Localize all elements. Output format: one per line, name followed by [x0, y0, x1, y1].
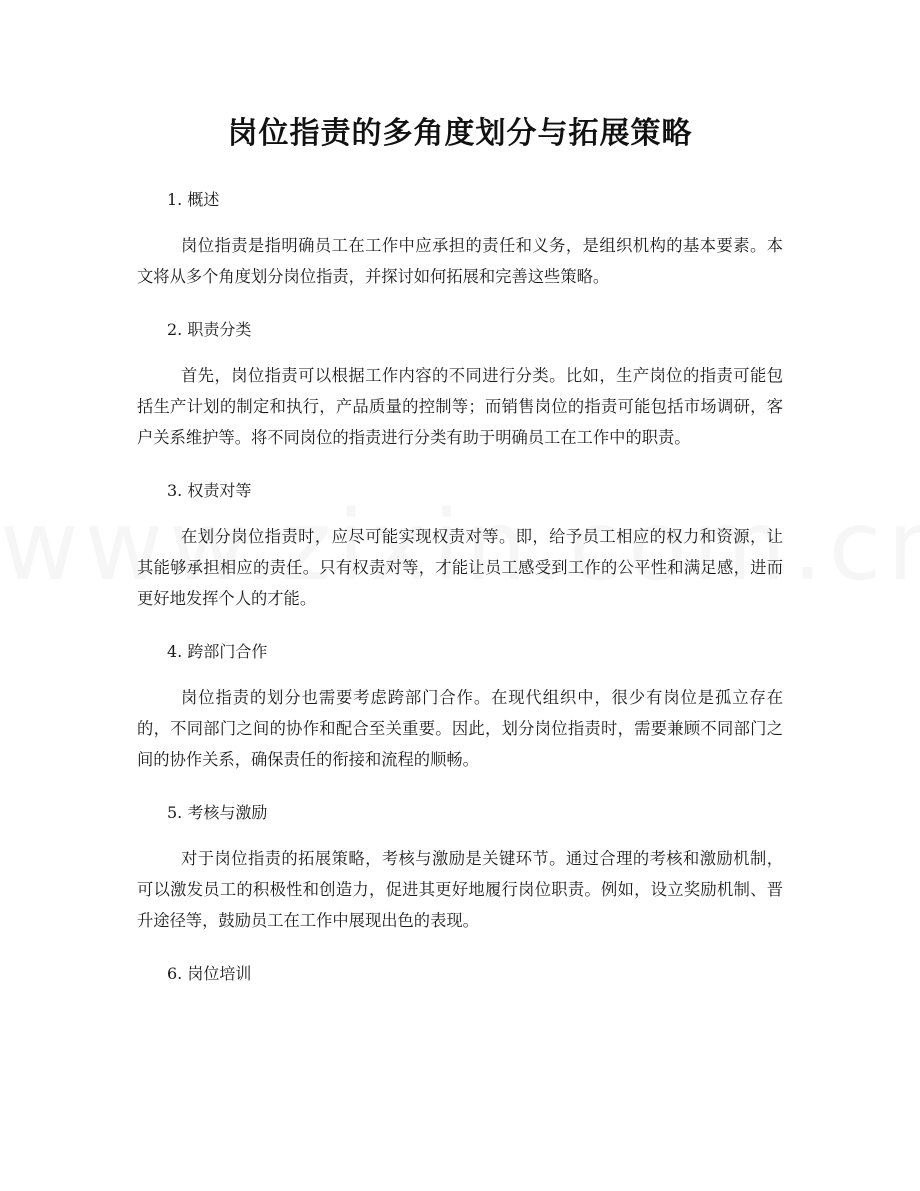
- document-title: 岗位指责的多角度划分与拓展策略: [227, 116, 693, 151]
- section-duty-classification: [137, 316, 783, 453]
- section-assessment-incentive: [137, 799, 783, 936]
- section-heading: 2. 职责分类: [167, 320, 252, 339]
- section-heading: 4. 跨部门合作: [167, 642, 268, 661]
- section-job-training: [137, 960, 783, 988]
- section-paragraph: 在划分岗位指责时，应尽可能实现权责对等。即，给予员工相应的权力和资源，让其能够承担相应的责任。只有权责对等，才能让员工感受到工作的公平性和满足感，进而更好地发挥个人的才能。: [137, 527, 783, 608]
- section-paragraph: 对于岗位指责的拓展策略，考核与激励是关键环节。通过合理的考核和激励机制，可以激发员工的积极性和创造力，促进其更好地履行岗位职责。例如，设立奖励机制、晋升途径等，鼓励员工在工作中展现出色的表现。: [137, 849, 783, 930]
- section-heading: 3. 权责对等: [167, 481, 252, 500]
- section-heading: 5. 考核与激励: [167, 803, 268, 822]
- section-rights-responsibilities: [137, 477, 783, 614]
- section-paragraph: 岗位指责是指明确员工在工作中应承担的责任和义务，是组织机构的基本要素。本文将从多个角度划分岗位指责，并探讨如何拓展和完善这些策略。: [137, 236, 783, 286]
- section-paragraph: 首先，岗位指责可以根据工作内容的不同进行分类。比如，生产岗位的指责可能包括生产计划的制定和执行，产品质量的控制等；而销售岗位的指责可能包括市场调研，客户关系维护等。将不同岗位的指责进行分类有助于明确员工在工作中的职责。: [137, 366, 783, 447]
- section-paragraph: 岗位指责的划分也需要考虑跨部门合作。在现代组织中，很少有岗位是孤立存在的，不同部门之间的协作和配合至关重要。因此，划分岗位指责时，需要兼顾不同部门之间的协作关系，确保责任的衔接和流程的顺畅。: [137, 688, 783, 769]
- document-body: [137, 186, 783, 988]
- section-heading: 1. 概述: [167, 190, 220, 209]
- section-overview: [137, 186, 783, 292]
- section-cross-department: [137, 638, 783, 775]
- section-heading: 6. 岗位培训: [167, 964, 252, 983]
